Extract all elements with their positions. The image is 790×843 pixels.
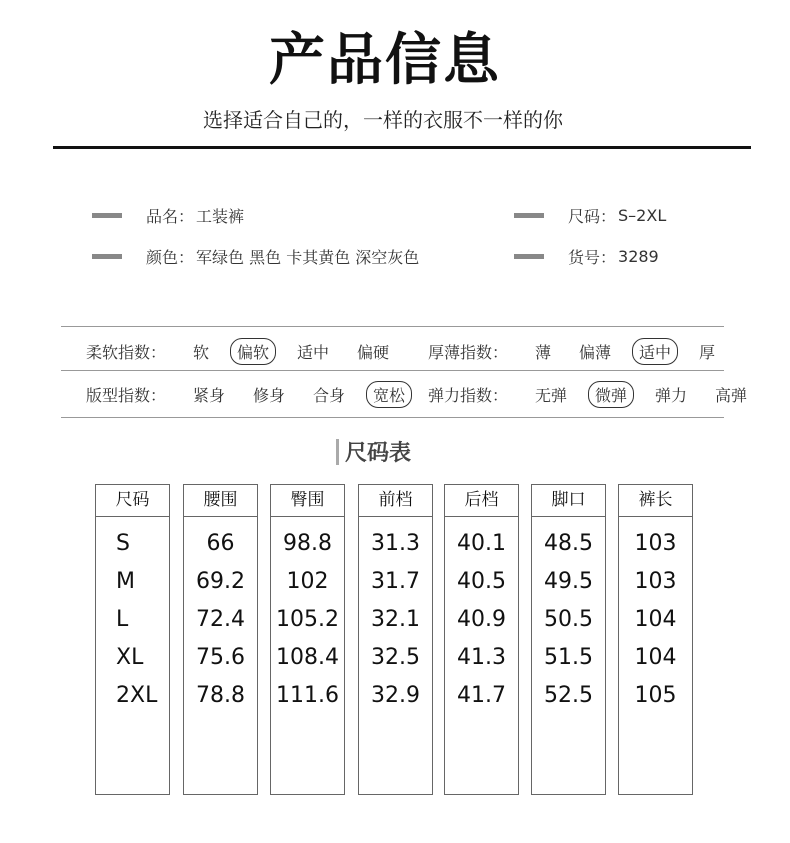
info-bullet <box>514 213 544 218</box>
size-cell: 69.2 <box>196 569 245 594</box>
index-bottom-line <box>61 417 724 418</box>
softness-option: 偏软 <box>230 338 276 365</box>
info-sku <box>514 245 659 268</box>
size-column <box>270 484 345 795</box>
info-sku-value: 3289 <box>618 247 659 266</box>
softness-label: 柔软指数： <box>86 343 167 362</box>
size-cell: 102 <box>286 569 329 594</box>
size-column <box>358 484 433 795</box>
size-column <box>95 484 170 795</box>
column-header: 裤长 <box>619 485 692 515</box>
size-cell: 111.6 <box>276 683 339 708</box>
size-cell: M <box>116 569 135 594</box>
size-cell: 51.5 <box>544 645 593 670</box>
info-name <box>92 204 244 227</box>
softness-option: 软 <box>193 343 210 362</box>
size-cell: 52.5 <box>544 683 593 708</box>
size-table-title: 尺码表 <box>345 441 412 466</box>
size-cell: 50.5 <box>544 607 593 632</box>
size-column <box>531 484 606 795</box>
index-mid-line <box>61 370 724 371</box>
size-cell: 48.5 <box>544 531 593 556</box>
info-color-label: 颜色： <box>146 248 195 267</box>
size-cell: 41.3 <box>457 645 506 670</box>
info-bullet <box>92 213 122 218</box>
heading-mark <box>336 439 339 465</box>
size-cell: 32.9 <box>371 683 420 708</box>
column-header: 臀围 <box>271 485 344 515</box>
title-divider <box>53 146 751 149</box>
info-size-value: S–2XL <box>618 206 667 225</box>
softness-option: 偏硬 <box>357 343 390 362</box>
size-column <box>444 484 519 795</box>
size-cell: 31.3 <box>371 531 420 556</box>
softness-option: 适中 <box>297 343 330 362</box>
size-cell: 104 <box>634 607 677 632</box>
info-color-value: 军绿色 黑色 卡其黄色 深空灰色 <box>196 248 420 267</box>
info-bullet <box>514 254 544 259</box>
size-column <box>183 484 258 795</box>
elasticity-index <box>428 381 768 408</box>
fit-option: 合身 <box>313 386 346 405</box>
size-cell: 2XL <box>116 683 158 708</box>
fit-option: 修身 <box>253 386 286 405</box>
info-size <box>514 204 666 227</box>
size-cell: 49.5 <box>544 569 593 594</box>
size-cell: 40.1 <box>457 531 506 556</box>
fit-option: 宽松 <box>366 381 412 408</box>
size-cell: 78.8 <box>196 683 245 708</box>
size-cell: 32.1 <box>371 607 420 632</box>
size-cell: 103 <box>634 531 677 556</box>
size-cell: 103 <box>634 569 677 594</box>
index-top-line <box>61 326 724 327</box>
size-cell: 108.4 <box>276 645 339 670</box>
size-cell: 98.8 <box>283 531 332 556</box>
elasticity-option: 弹力 <box>655 386 688 405</box>
info-bullet <box>92 254 122 259</box>
thickness-option: 偏薄 <box>579 343 612 362</box>
size-cell: 41.7 <box>457 683 506 708</box>
softness-index <box>86 338 410 365</box>
size-cell: 40.9 <box>457 607 506 632</box>
size-cell: 72.4 <box>196 607 245 632</box>
thickness-option: 厚 <box>699 343 716 362</box>
size-cell: 66 <box>206 531 235 556</box>
size-cell: 104 <box>634 645 677 670</box>
elasticity-label: 弹力指数： <box>428 386 509 405</box>
size-cell: 105.2 <box>276 607 339 632</box>
size-cell: 75.6 <box>196 645 245 670</box>
size-cell: S <box>116 531 130 556</box>
info-size-label: 尺码： <box>568 207 617 226</box>
fit-label: 版型指数： <box>86 386 167 405</box>
elasticity-option: 无弹 <box>535 386 568 405</box>
size-cell: L <box>116 607 129 632</box>
info-name-label: 品名： <box>146 207 195 226</box>
size-cell: XL <box>116 645 144 670</box>
thickness-label: 厚薄指数： <box>428 343 509 362</box>
info-color <box>92 245 419 268</box>
column-header: 脚口 <box>532 485 605 515</box>
column-header: 尺码 <box>96 485 169 515</box>
size-table-heading <box>336 436 411 467</box>
column-header: 前档 <box>359 485 432 515</box>
page-subtitle: 选择适合自己的，一样的衣服不一样的你 <box>203 108 563 132</box>
elasticity-option: 微弹 <box>588 381 634 408</box>
info-name-value: 工装裤 <box>196 207 245 226</box>
size-cell: 32.5 <box>371 645 420 670</box>
fit-index <box>86 381 426 408</box>
thickness-option: 适中 <box>632 338 678 365</box>
size-cell: 31.7 <box>371 569 420 594</box>
fit-option: 紧身 <box>193 386 226 405</box>
column-header: 腰围 <box>184 485 257 515</box>
column-header: 后档 <box>445 485 518 515</box>
size-cell: 105 <box>634 683 677 708</box>
page-title: 产品信息 <box>269 28 501 93</box>
elasticity-option: 高弹 <box>715 386 748 405</box>
thickness-option: 薄 <box>535 343 552 362</box>
info-sku-label: 货号： <box>568 248 617 267</box>
size-cell: 40.5 <box>457 569 506 594</box>
thickness-index <box>428 338 736 365</box>
size-column <box>618 484 693 795</box>
